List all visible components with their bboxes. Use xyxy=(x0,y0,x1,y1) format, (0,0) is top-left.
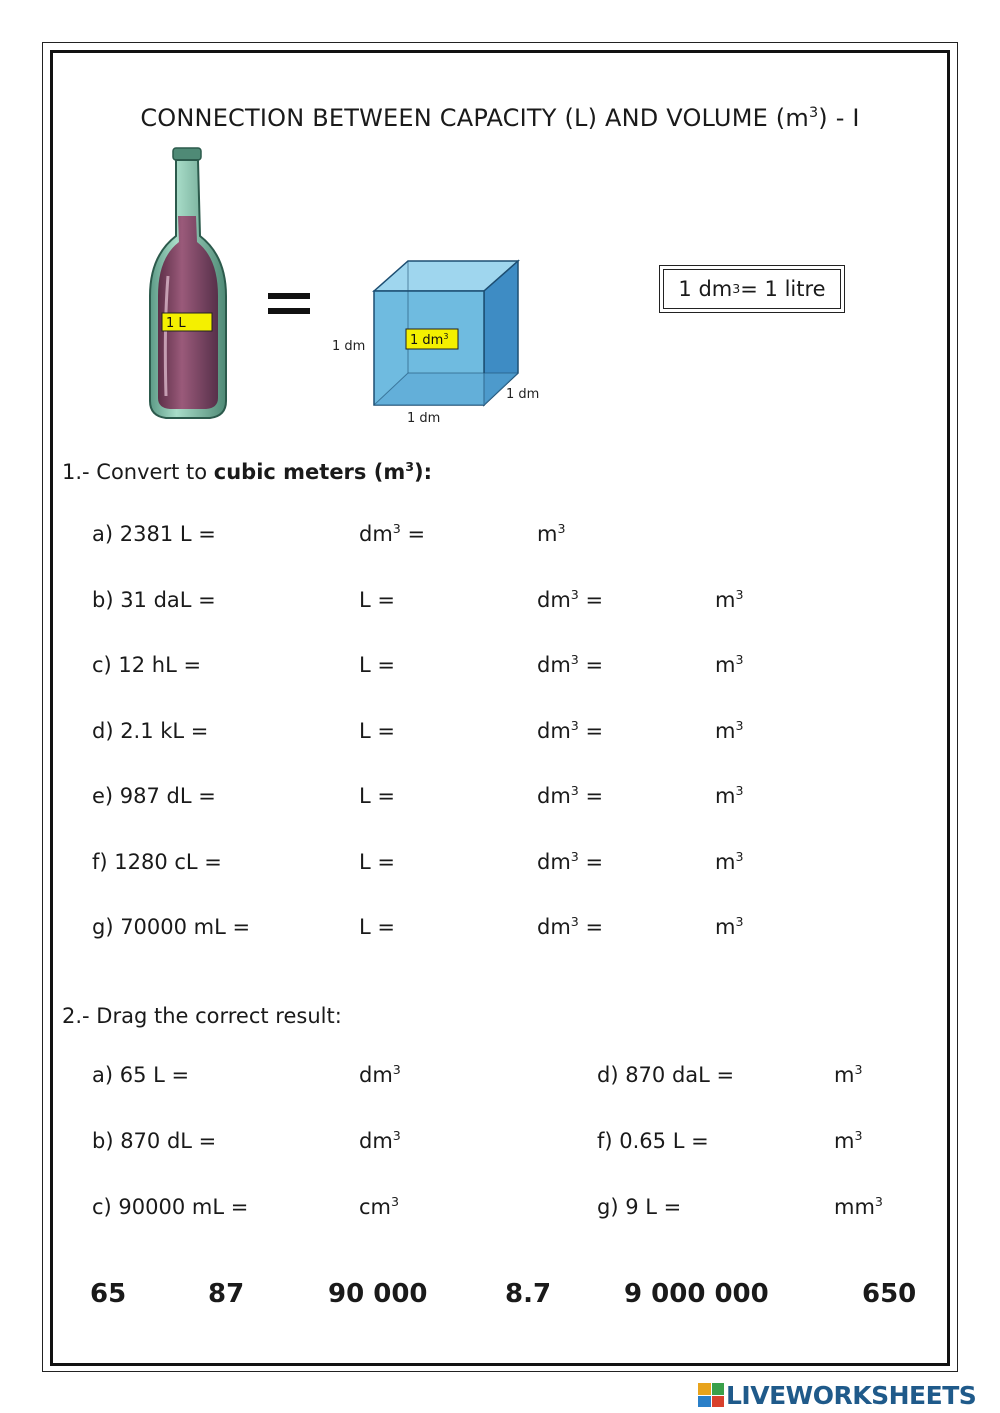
cube-illustration xyxy=(330,255,560,430)
conversion-unit-1: L = xyxy=(359,784,395,808)
conversion-unit-2: $dm^3$ = xyxy=(537,783,604,808)
answer-chip[interactable]: 650 xyxy=(862,1279,917,1309)
drag-question-right: d) 870 daL = xyxy=(597,1063,735,1087)
answer-chip[interactable]: 8.7 xyxy=(505,1279,552,1309)
answer-chip[interactable]: 90 000 xyxy=(328,1279,428,1309)
drag-unit-right: $m^3$ xyxy=(834,1128,863,1153)
conversion-unit-3: $m^3$ xyxy=(715,849,744,874)
conversion-unit-2: $dm^3$ = xyxy=(537,849,604,874)
conversion-unit-3: $m^3$ xyxy=(715,587,744,612)
drag-unit-left: $dm^3$ xyxy=(359,1062,401,1087)
drag-unit-right: $mm^3$ xyxy=(834,1194,883,1219)
conversion-row-label: d) 2.1 kL = xyxy=(92,719,209,743)
conversion-unit-1: L = xyxy=(359,719,395,743)
answer-chip[interactable]: 65 xyxy=(90,1279,127,1309)
conversion-unit-1: L = xyxy=(359,915,395,939)
conversion-unit-2: $dm^3$ = xyxy=(537,718,604,743)
drag-question-right: g) 9 L = xyxy=(597,1195,682,1219)
cube-label: 1 $dm^3$ xyxy=(410,332,449,348)
conversion-row-label: e) 987 dL = xyxy=(92,784,216,808)
drag-unit-right: $m^3$ xyxy=(834,1062,863,1087)
conversion-unit-3: $m^3$ xyxy=(715,718,744,743)
drag-question-right: f) 0.65 L = xyxy=(597,1129,709,1153)
drag-question-left: c) 90000 mL = xyxy=(92,1195,249,1219)
conversion-unit-3: $m^3$ xyxy=(715,914,744,939)
section1-heading: 1.- Convert to cubic meters $(m^3)$: xyxy=(62,459,432,484)
conversion-row-label: a) 2381 L = xyxy=(92,522,216,546)
conversion-row-label: b) 31 daL = xyxy=(92,588,216,612)
answer-chip[interactable]: 87 xyxy=(208,1279,245,1309)
cube-depth-label: 1 dm xyxy=(506,387,540,402)
equivalence-text: 1 dm 3 = 1 litre xyxy=(663,269,841,309)
conversion-unit-1: L = xyxy=(359,588,395,612)
conversion-unit-2: $dm^3$ = xyxy=(537,914,604,939)
conversion-row-label: f) 1280 cL = xyxy=(92,850,222,874)
cube-height-label: 1 dm xyxy=(332,339,366,354)
conversion-unit-1: L = xyxy=(359,653,395,677)
liveworksheets-logo xyxy=(698,1380,976,1410)
equals-sign xyxy=(268,293,310,323)
equivalence-box xyxy=(659,265,845,313)
liveworksheets-mark-icon xyxy=(698,1383,724,1407)
conversion-unit-2: $dm^3$ = xyxy=(537,652,604,677)
section2-heading: 2.- Drag the correct result: xyxy=(62,1004,342,1028)
conversion-row-label: g) 70000 mL = xyxy=(92,915,251,939)
drag-question-left: b) 870 dL = xyxy=(92,1129,217,1153)
liveworksheets-brand: LIVEWORKSHEETS xyxy=(726,1380,977,1410)
answer-chip[interactable]: 9 000 000 xyxy=(624,1279,769,1309)
conversion-unit-3: $m^3$ xyxy=(715,652,744,677)
worksheet-title: CONNECTION BETWEEN CAPACITY (L) AND VOLUME $(m^3)$ - I xyxy=(140,104,860,132)
drag-question-left: a) 65 L = xyxy=(92,1063,190,1087)
drag-unit-left: $cm^3$ xyxy=(359,1194,400,1219)
drag-unit-left: $dm^3$ xyxy=(359,1128,401,1153)
conversion-row-label: c) 12 hL = xyxy=(92,653,202,677)
conversion-unit-3: $m^3$ xyxy=(715,783,744,808)
bottle-label: 1 L xyxy=(166,316,186,331)
conversion-unit-1: L = xyxy=(359,850,395,874)
cube-width-label: 1 dm xyxy=(407,411,441,426)
conversion-unit-1: $dm^3$ = xyxy=(359,521,426,546)
conversion-unit-2: $m^3$ xyxy=(537,521,566,546)
conversion-unit-2: $dm^3$ = xyxy=(537,587,604,612)
wine-bottle-illustration xyxy=(140,146,240,426)
